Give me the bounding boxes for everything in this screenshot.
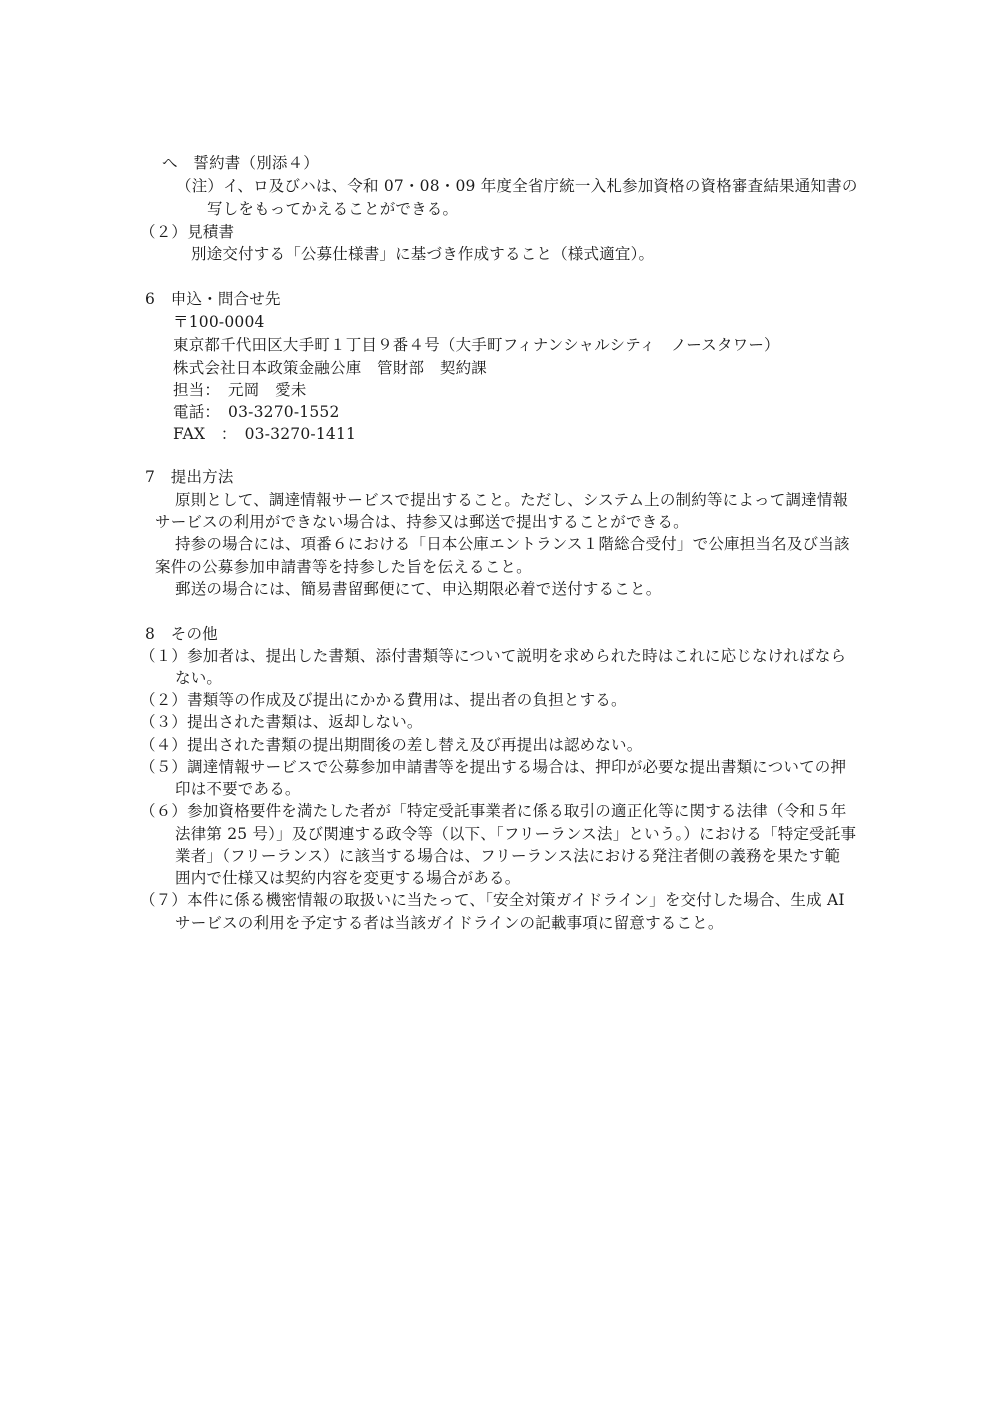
subsection-2-body: 別途交付する「公募仕様書」に基づき作成すること（様式適宜）。 xyxy=(191,245,655,263)
item-6-line-2: 法律第 25 号）」及び関連する政令等（以下、「フリーランス法」という。）における「特定受託事 xyxy=(175,825,857,843)
section-8-heading: 8 その他 xyxy=(145,625,218,643)
section-7-heading: 7 提出方法 xyxy=(145,468,234,486)
item-6-line-3: 業者」（フリーランス）に該当する場合は、フリーランス法における発注者側の義務を果たす範 xyxy=(175,847,841,865)
note-line-2: 写しをもってかえることができる。 xyxy=(207,200,459,218)
section-7-p2-line-2: 案件の公募参加申請書等を持参した旨を伝えること。 xyxy=(155,558,532,576)
address: 東京都千代田区大手町１丁目９番４号（大手町フィナンシャルシティ ノースタワー） xyxy=(173,336,780,354)
postal-code: 〒100-0004 xyxy=(173,313,265,331)
item-6-line-1: （６）参加資格要件を満たした者が「特定受託事業者に係る取引の適正化等に関する法律（令和５年 xyxy=(140,802,847,820)
item-7-line-2: サービスの利用を予定する者は当該ガイドラインの記載事項に留意すること。 xyxy=(175,914,724,932)
item-5-line-2: 印は不要である。 xyxy=(175,780,301,798)
section-7-p1-line-2: サービスの利用ができない場合は、持参又は郵送で提出することができる。 xyxy=(155,513,689,531)
item-4: （４）提出された書類の提出期間後の差し替え及び再提出は認めない。 xyxy=(140,736,643,754)
fax-number: FAX ： 03-3270-1411 xyxy=(173,425,357,443)
phone-number: 電話： 03-3270-1552 xyxy=(173,403,340,421)
note-line-1: （注）イ、ロ及びハは、令和 07・08・09 年度全省庁統一入札参加資格の資格審査結果通知書の xyxy=(176,177,858,195)
item-5-line-1: （５）調達情報サービスで公募参加申請書等を提出する場合は、押印が必要な提出書類についての押 xyxy=(140,758,847,776)
organization: 株式会社日本政策金融公庫 管財部 契約課 xyxy=(173,359,488,377)
item-1-line-2: ない。 xyxy=(175,669,223,687)
section-7-p1-line-1: 原則として、調達情報サービスで提出すること。ただし、システム上の制約等によって調達情報 xyxy=(175,491,849,509)
item-7-line-1: （７）本件に係る機密情報の取扱いに当たって、「安全対策ガイドライン」を交付した場合、生成 AI xyxy=(140,891,845,909)
subsection-2-heading: （２）見積書 xyxy=(140,223,235,241)
item-6-line-4: 囲内で仕様又は契約内容を変更する場合がある。 xyxy=(175,869,521,887)
section-7-p3: 郵送の場合には、簡易書留郵便にて、申込期限必着で送付すること。 xyxy=(175,580,662,598)
item-3: （３）提出された書類は、返却しない。 xyxy=(140,713,423,731)
item-2: （２）書類等の作成及び提出にかかる費用は、提出者の負担とする。 xyxy=(140,691,627,709)
item-he-label: へ 誓約書（別添４） xyxy=(162,154,320,172)
item-1-line-1: （１）参加者は、提出した書類、添付書類等について説明を求められた時はこれに応じなければなら xyxy=(140,647,847,665)
section-6-heading: 6 申込・問合せ先 xyxy=(145,290,281,308)
section-7-p2-line-1: 持参の場合には、項番６における「日本公庫エントランス１階総合受付」で公庫担当名及び当該 xyxy=(175,535,850,553)
contact-person: 担当： 元岡 愛未 xyxy=(173,381,307,399)
